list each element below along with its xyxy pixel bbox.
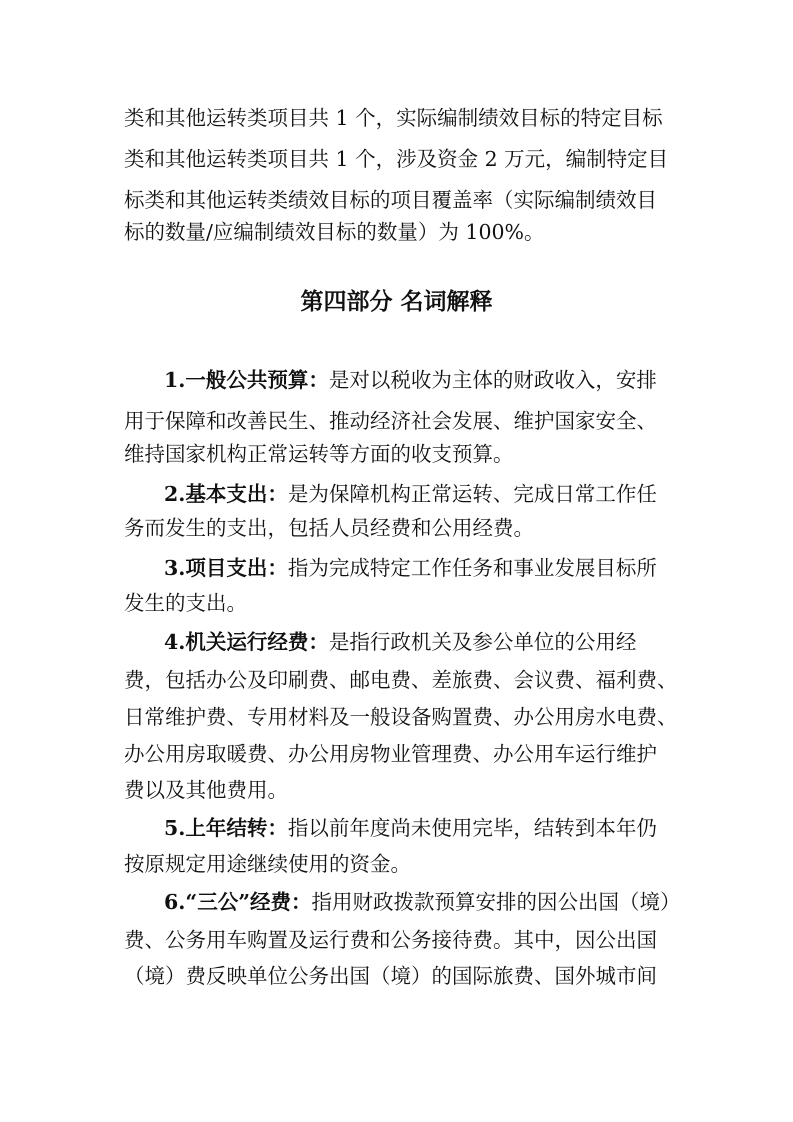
- entry-6-first-wrap: [164, 888, 680, 916]
- entry-text: 费，包括办公及印刷费、邮电费、差旅费、会议费、福利费、: [124, 668, 678, 692]
- entry-5-first-line: [164, 814, 668, 842]
- entry-3-first-line: [164, 554, 668, 582]
- entry-term: 1.一般公共预算：: [164, 368, 329, 392]
- entry-text: 按原规定用途继续使用的资金。: [124, 852, 411, 876]
- entry-4-line-3: [124, 703, 678, 731]
- entry-term: 4.机关运行经费：: [164, 630, 329, 654]
- intro-line-4: [124, 218, 793, 246]
- entry-2-line-2: [124, 514, 793, 542]
- entry-2-first-wrap: [164, 480, 657, 508]
- entry-4-line-4: [124, 740, 668, 768]
- entry-text: 日常维护费、专用材料及一般设备购置费、办公用房水电费、: [124, 705, 678, 729]
- entry-text: 务而发生的支出，包括人员经费和公用经费。: [124, 516, 534, 540]
- entry-4-first-wrap: [164, 628, 636, 656]
- intro-line-1: [124, 104, 668, 132]
- entry-term: 6.“三公”经费：: [164, 890, 312, 914]
- intro-line-2: [124, 145, 668, 173]
- entry-1-line-2: [124, 407, 668, 435]
- entry-text: 指为完成特定工作任务和事业发展目标所: [287, 556, 657, 580]
- entry-3-line-2: [124, 589, 793, 617]
- entry-text: 是对以税收为主体的财政收入，安排: [328, 368, 657, 392]
- entry-1-first-line: [164, 366, 668, 394]
- entry-6-line-3: [124, 962, 668, 990]
- entry-1-line-3: [124, 440, 793, 468]
- entry-4-line-2: [124, 666, 678, 694]
- entry-1-first-wrap: [164, 366, 657, 394]
- entry-text: 指以前年度尚未使用完毕，结转到本年仍: [287, 816, 657, 840]
- entry-6-line-2: [124, 926, 668, 954]
- entry-text: 费以及其他费用。: [124, 778, 288, 802]
- entry-text: 指用财政拨款预算安排的因公出国（境）: [311, 890, 681, 914]
- entry-term: 3.项目支出：: [164, 556, 288, 580]
- entry-6-first-line: [164, 888, 681, 916]
- entry-text: 费、公务用车购置及运行费和公务接待费。其中，因公出国: [124, 928, 657, 952]
- entry-text: （境）费反映单位公务出国（境）的国际旅费、国外城市间: [124, 964, 657, 988]
- entry-4-line-5: [124, 776, 793, 804]
- entry-text: 维持国家机构正常运转等方面的收支预算。: [124, 442, 514, 466]
- intro-text: 标的数量/应编制绩效目标的数量）为 100%。: [124, 220, 545, 244]
- entry-5-line-2: [124, 850, 793, 878]
- intro-text: 类和其他运转类项目共 1 个，实际编制绩效目标的特定目标: [124, 106, 663, 130]
- entry-5-first-wrap: [164, 814, 657, 842]
- entry-2-first-line: [164, 480, 668, 508]
- entry-text: 是为保障机构正常运转、完成日常工作任: [287, 482, 657, 506]
- intro-text: 类和其他运转类项目共 1 个，涉及资金 2 万元，编制特定目: [124, 147, 669, 171]
- entry-term: 5.上年结转：: [164, 816, 288, 840]
- intro-text: 标类和其他运转类绩效目标的项目覆盖率（实际编制绩效目: [124, 188, 657, 212]
- entry-text: 发生的支出。: [124, 591, 247, 615]
- section-title: 第四部分 名词解释: [300, 288, 493, 315]
- entry-term: 2.基本支出：: [164, 482, 288, 506]
- intro-line-3: [124, 186, 668, 214]
- entry-text: 是指行政机关及参公单位的公用经: [328, 630, 637, 654]
- entry-4-first-line: [164, 628, 668, 656]
- entry-3-first-wrap: [164, 554, 657, 582]
- entry-text: 用于保障和改善民生、推动经济社会发展、维护国家安全、: [124, 409, 657, 433]
- entry-text: 办公用房取暖费、办公用房物业管理费、办公用车运行维护: [124, 742, 657, 766]
